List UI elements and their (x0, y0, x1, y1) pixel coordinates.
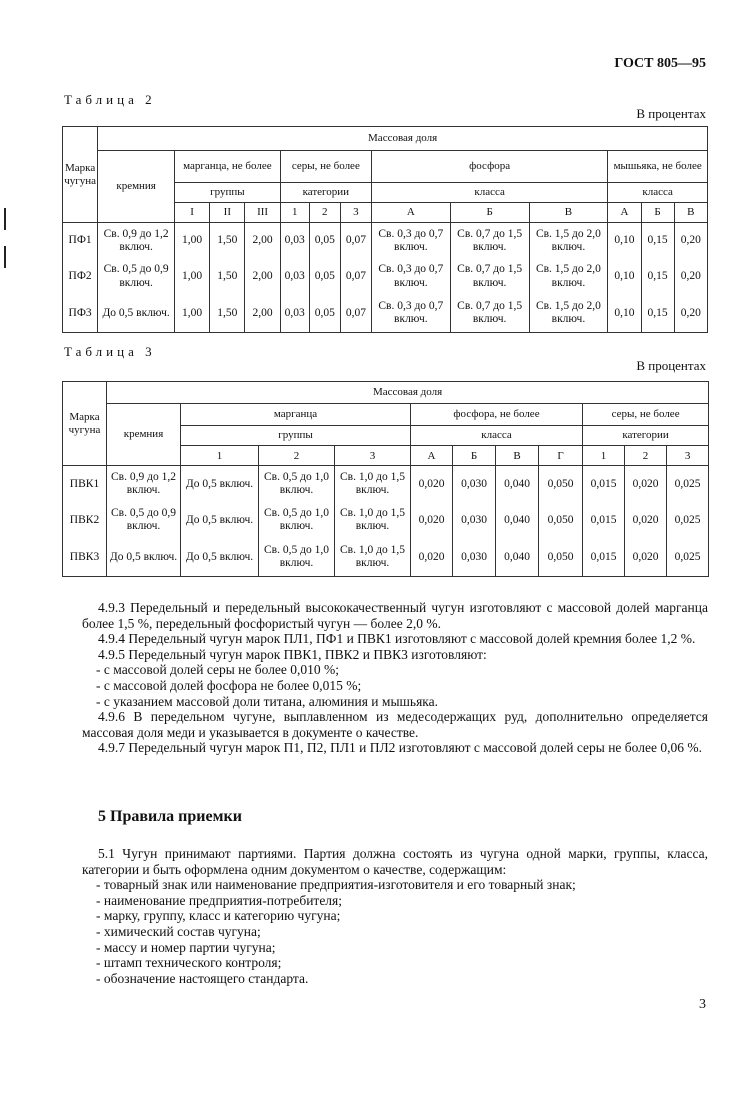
list-item: - с указанием массовой доли титана, алюминия и мышьяка. (96, 693, 439, 709)
cell-value: 0,050 (539, 466, 583, 502)
table-row (63, 223, 708, 259)
cell-value: 0,030 (453, 502, 496, 538)
clause-4-9-3: 4.9.3 Передельный и передельный высококачественный чугун изготовляют с массовой долей марганца более 1,5 %, передельный фосфористый чугун — более 2,0 %. (82, 600, 708, 631)
clause-5-1-block (82, 846, 708, 986)
header-categories: категории (280, 183, 371, 203)
cell-value: 0,15 (641, 295, 674, 333)
col-header: В (529, 203, 608, 223)
cell-mark: ПВК1 (63, 466, 107, 502)
list-item: - химический состав чугуна; (96, 923, 261, 939)
cell-silicon: Св. 0,5 до 0,9 включ. (107, 502, 181, 538)
cell-value: 0,03 (280, 295, 309, 333)
cell-value: 0,10 (608, 223, 641, 259)
table2 (62, 126, 708, 333)
header-mass-fraction: Массовая доля (107, 382, 709, 404)
col-header: 3 (340, 203, 371, 223)
header-mass-fraction: Массовая доля (98, 127, 708, 151)
cell-value: 1,50 (210, 295, 245, 333)
col-header: А (608, 203, 641, 223)
table-row (63, 259, 708, 295)
header-manganese: марганца, не более (174, 151, 280, 183)
cell-value: 0,030 (453, 466, 496, 502)
header-mark: Марка чугуна (63, 127, 98, 223)
col-header: III (245, 203, 280, 223)
header-sulfur: серы, не более (280, 151, 371, 183)
col-header: А (371, 203, 450, 223)
cell-value: 1,00 (174, 223, 209, 259)
table3-caption: Таблица 3 (64, 344, 156, 359)
cell-value: 0,020 (625, 466, 667, 502)
clause-5-1: 5.1 Чугун принимают партиями. Партия должна состоять из чугуна одной марки, группы, класса, категории и быть оформлена одним документом о качестве, содержащим: (82, 846, 708, 877)
cell-value: До 0,5 включ. (181, 538, 259, 576)
cell-value: До 0,5 включ. (181, 502, 259, 538)
cell-value: 0,020 (411, 538, 453, 576)
section-title: 5 Правила приемки (98, 808, 242, 825)
col-header: Б (450, 203, 529, 223)
col-header: Г (539, 446, 583, 466)
cell-value: 0,15 (641, 259, 674, 295)
clause-4-9-5: 4.9.5 Передельный чугун марок ПВК1, ПВК2 и ПВК3 изготовляют: (98, 646, 487, 662)
cell-value: Св. 0,3 до 0,7 включ. (371, 295, 450, 333)
cell-value: 1,00 (174, 295, 209, 333)
cell-value: 0,020 (411, 466, 453, 502)
col-header: Б (641, 203, 674, 223)
col-header: 3 (335, 446, 411, 466)
header-mark: Марка чугуна (63, 382, 107, 466)
table-row (63, 502, 709, 538)
cell-value: Св. 0,5 до 1,0 включ. (259, 466, 335, 502)
cell-value: 0,05 (309, 259, 340, 295)
cell-value: До 0,5 включ. (181, 466, 259, 502)
list-item: - наименование предприятия-потребителя; (96, 892, 343, 908)
cell-value: Св. 0,7 до 1,5 включ. (450, 295, 529, 333)
cell-silicon: До 0,5 включ. (98, 295, 175, 333)
col-header: 2 (309, 203, 340, 223)
scan-margin-mark (4, 246, 6, 268)
table-row (63, 538, 709, 576)
cell-value: Св. 1,5 до 2,0 включ. (529, 295, 608, 333)
cell-silicon: Св. 0,9 до 1,2 включ. (98, 223, 175, 259)
cell-mark: ПВК2 (63, 502, 107, 538)
header-sulfur: серы, не более (583, 404, 709, 426)
col-header: I (174, 203, 209, 223)
cell-value: Св. 1,0 до 1,5 включ. (335, 466, 411, 502)
cell-value: 0,03 (280, 223, 309, 259)
cell-value: 0,030 (453, 538, 496, 576)
cell-value: Св. 1,5 до 2,0 включ. (529, 259, 608, 295)
cell-value: 0,050 (539, 502, 583, 538)
col-header: В (496, 446, 539, 466)
col-header: 2 (259, 446, 335, 466)
cell-value: 1,50 (210, 259, 245, 295)
header-class: класса (371, 183, 607, 203)
cell-value: 0,20 (674, 259, 707, 295)
cell-value: 0,040 (496, 502, 539, 538)
cell-value: Св. 1,0 до 1,5 включ. (335, 502, 411, 538)
list-item: - с массовой долей серы не более 0,010 %; (96, 662, 340, 678)
header-manganese: марганца (181, 404, 411, 426)
cell-value: 0,025 (667, 466, 709, 502)
col-header: 1 (181, 446, 259, 466)
clause-4-9-7: 4.9.7 Передельный чугун марок П1, П2, ПЛ1 и ПЛ2 изготовляют с массовой долей серы не более 0,06 %. (98, 740, 702, 756)
table3-unit: В процентах (636, 358, 706, 373)
header-arsenic: мышьяка, не более (608, 151, 708, 183)
cell-value: Св. 1,0 до 1,5 включ. (335, 538, 411, 576)
table3 (62, 381, 709, 577)
cell-value: 0,05 (309, 223, 340, 259)
col-header: 2 (625, 446, 667, 466)
header-silicon: кремния (107, 404, 181, 466)
col-header: А (411, 446, 453, 466)
cell-value: 0,07 (340, 295, 371, 333)
col-header: II (210, 203, 245, 223)
clause-4-9-6: 4.9.6 В передельном чугуне, выплавленном из медесодержащих руд, дополнительно определяется массовая доля меди и указывается в документе о качестве. (82, 709, 708, 740)
cell-value: Св. 1,5 до 2,0 включ. (529, 223, 608, 259)
scan-margin-mark (4, 208, 6, 230)
cell-value: 0,07 (340, 223, 371, 259)
document-code: ГОСТ 805—95 (614, 56, 706, 71)
cell-mark: ПВК3 (63, 538, 107, 576)
header-categories: категории (583, 426, 709, 446)
cell-value: 0,15 (641, 223, 674, 259)
header-silicon: кремния (98, 151, 175, 223)
list-item: - штамп технического контроля; (96, 955, 282, 971)
cell-value: 0,10 (608, 295, 641, 333)
cell-value: 0,10 (608, 259, 641, 295)
header-groups: группы (174, 183, 280, 203)
cell-value: 0,015 (583, 502, 625, 538)
list-item: - марку, группу, класс и категорию чугуна; (96, 908, 341, 924)
cell-value: 0,040 (496, 466, 539, 502)
col-header: 1 (583, 446, 625, 466)
list-item: - массу и номер партии чугуна; (96, 939, 276, 955)
col-header: 3 (667, 446, 709, 466)
list-item: - товарный знак или наименование предприятия-изготовителя и его товарный знак; (96, 877, 576, 893)
cell-value: Св. 0,7 до 1,5 включ. (450, 223, 529, 259)
cell-value: 0,07 (340, 259, 371, 295)
cell-value: 0,015 (583, 538, 625, 576)
cell-value: 2,00 (245, 295, 280, 333)
cell-value: 0,020 (625, 538, 667, 576)
cell-mark: ПФ2 (63, 259, 98, 295)
header-phosphorus: фосфора, не более (411, 404, 583, 426)
cell-mark: ПФ1 (63, 223, 98, 259)
col-header: В (674, 203, 707, 223)
cell-value: Св. 0,5 до 1,0 включ. (259, 538, 335, 576)
cell-value: 0,025 (667, 502, 709, 538)
list-item: - с массовой долей фосфора не более 0,015 %; (96, 677, 362, 693)
cell-value: 0,05 (309, 295, 340, 333)
cell-value: Св. 0,3 до 0,7 включ. (371, 223, 450, 259)
cell-value: 0,020 (625, 502, 667, 538)
cell-value: 2,00 (245, 259, 280, 295)
header-class: класса (608, 183, 708, 203)
cell-value: 0,040 (496, 538, 539, 576)
table-row (63, 466, 709, 502)
cell-value: 1,50 (210, 223, 245, 259)
table2-caption: Таблица 2 (64, 92, 156, 107)
page-number: 3 (699, 997, 706, 1012)
cell-value: Св. 0,5 до 1,0 включ. (259, 502, 335, 538)
cell-silicon: Св. 0,5 до 0,9 включ. (98, 259, 175, 295)
header-groups: группы (181, 426, 411, 446)
header-phosphorus: фосфора (371, 151, 607, 183)
cell-value: 0,20 (674, 223, 707, 259)
list-item: - обозначение настоящего стандарта. (96, 970, 309, 986)
cell-value: 2,00 (245, 223, 280, 259)
clause-4-9-4: 4.9.4 Передельный чугун марок ПЛ1, ПФ1 и ПВК1 изготовляют с массовой долей кремния более 1,2 %. (98, 631, 696, 647)
table2-unit: В процентах (636, 106, 706, 121)
cell-value: Св. 0,7 до 1,5 включ. (450, 259, 529, 295)
col-header: 1 (280, 203, 309, 223)
header-class: класса (411, 426, 583, 446)
cell-value: Св. 0,3 до 0,7 включ. (371, 259, 450, 295)
cell-value: 0,015 (583, 466, 625, 502)
cell-value: 0,020 (411, 502, 453, 538)
col-header: Б (453, 446, 496, 466)
cell-mark: ПФ3 (63, 295, 98, 333)
cell-silicon: До 0,5 включ. (107, 538, 181, 576)
cell-silicon: Св. 0,9 до 1,2 включ. (107, 466, 181, 502)
cell-value: 0,20 (674, 295, 707, 333)
clauses-4-9 (82, 600, 708, 756)
cell-value: 0,03 (280, 259, 309, 295)
cell-value: 0,050 (539, 538, 583, 576)
cell-value: 1,00 (174, 259, 209, 295)
table-row (63, 295, 708, 333)
cell-value: 0,025 (667, 538, 709, 576)
